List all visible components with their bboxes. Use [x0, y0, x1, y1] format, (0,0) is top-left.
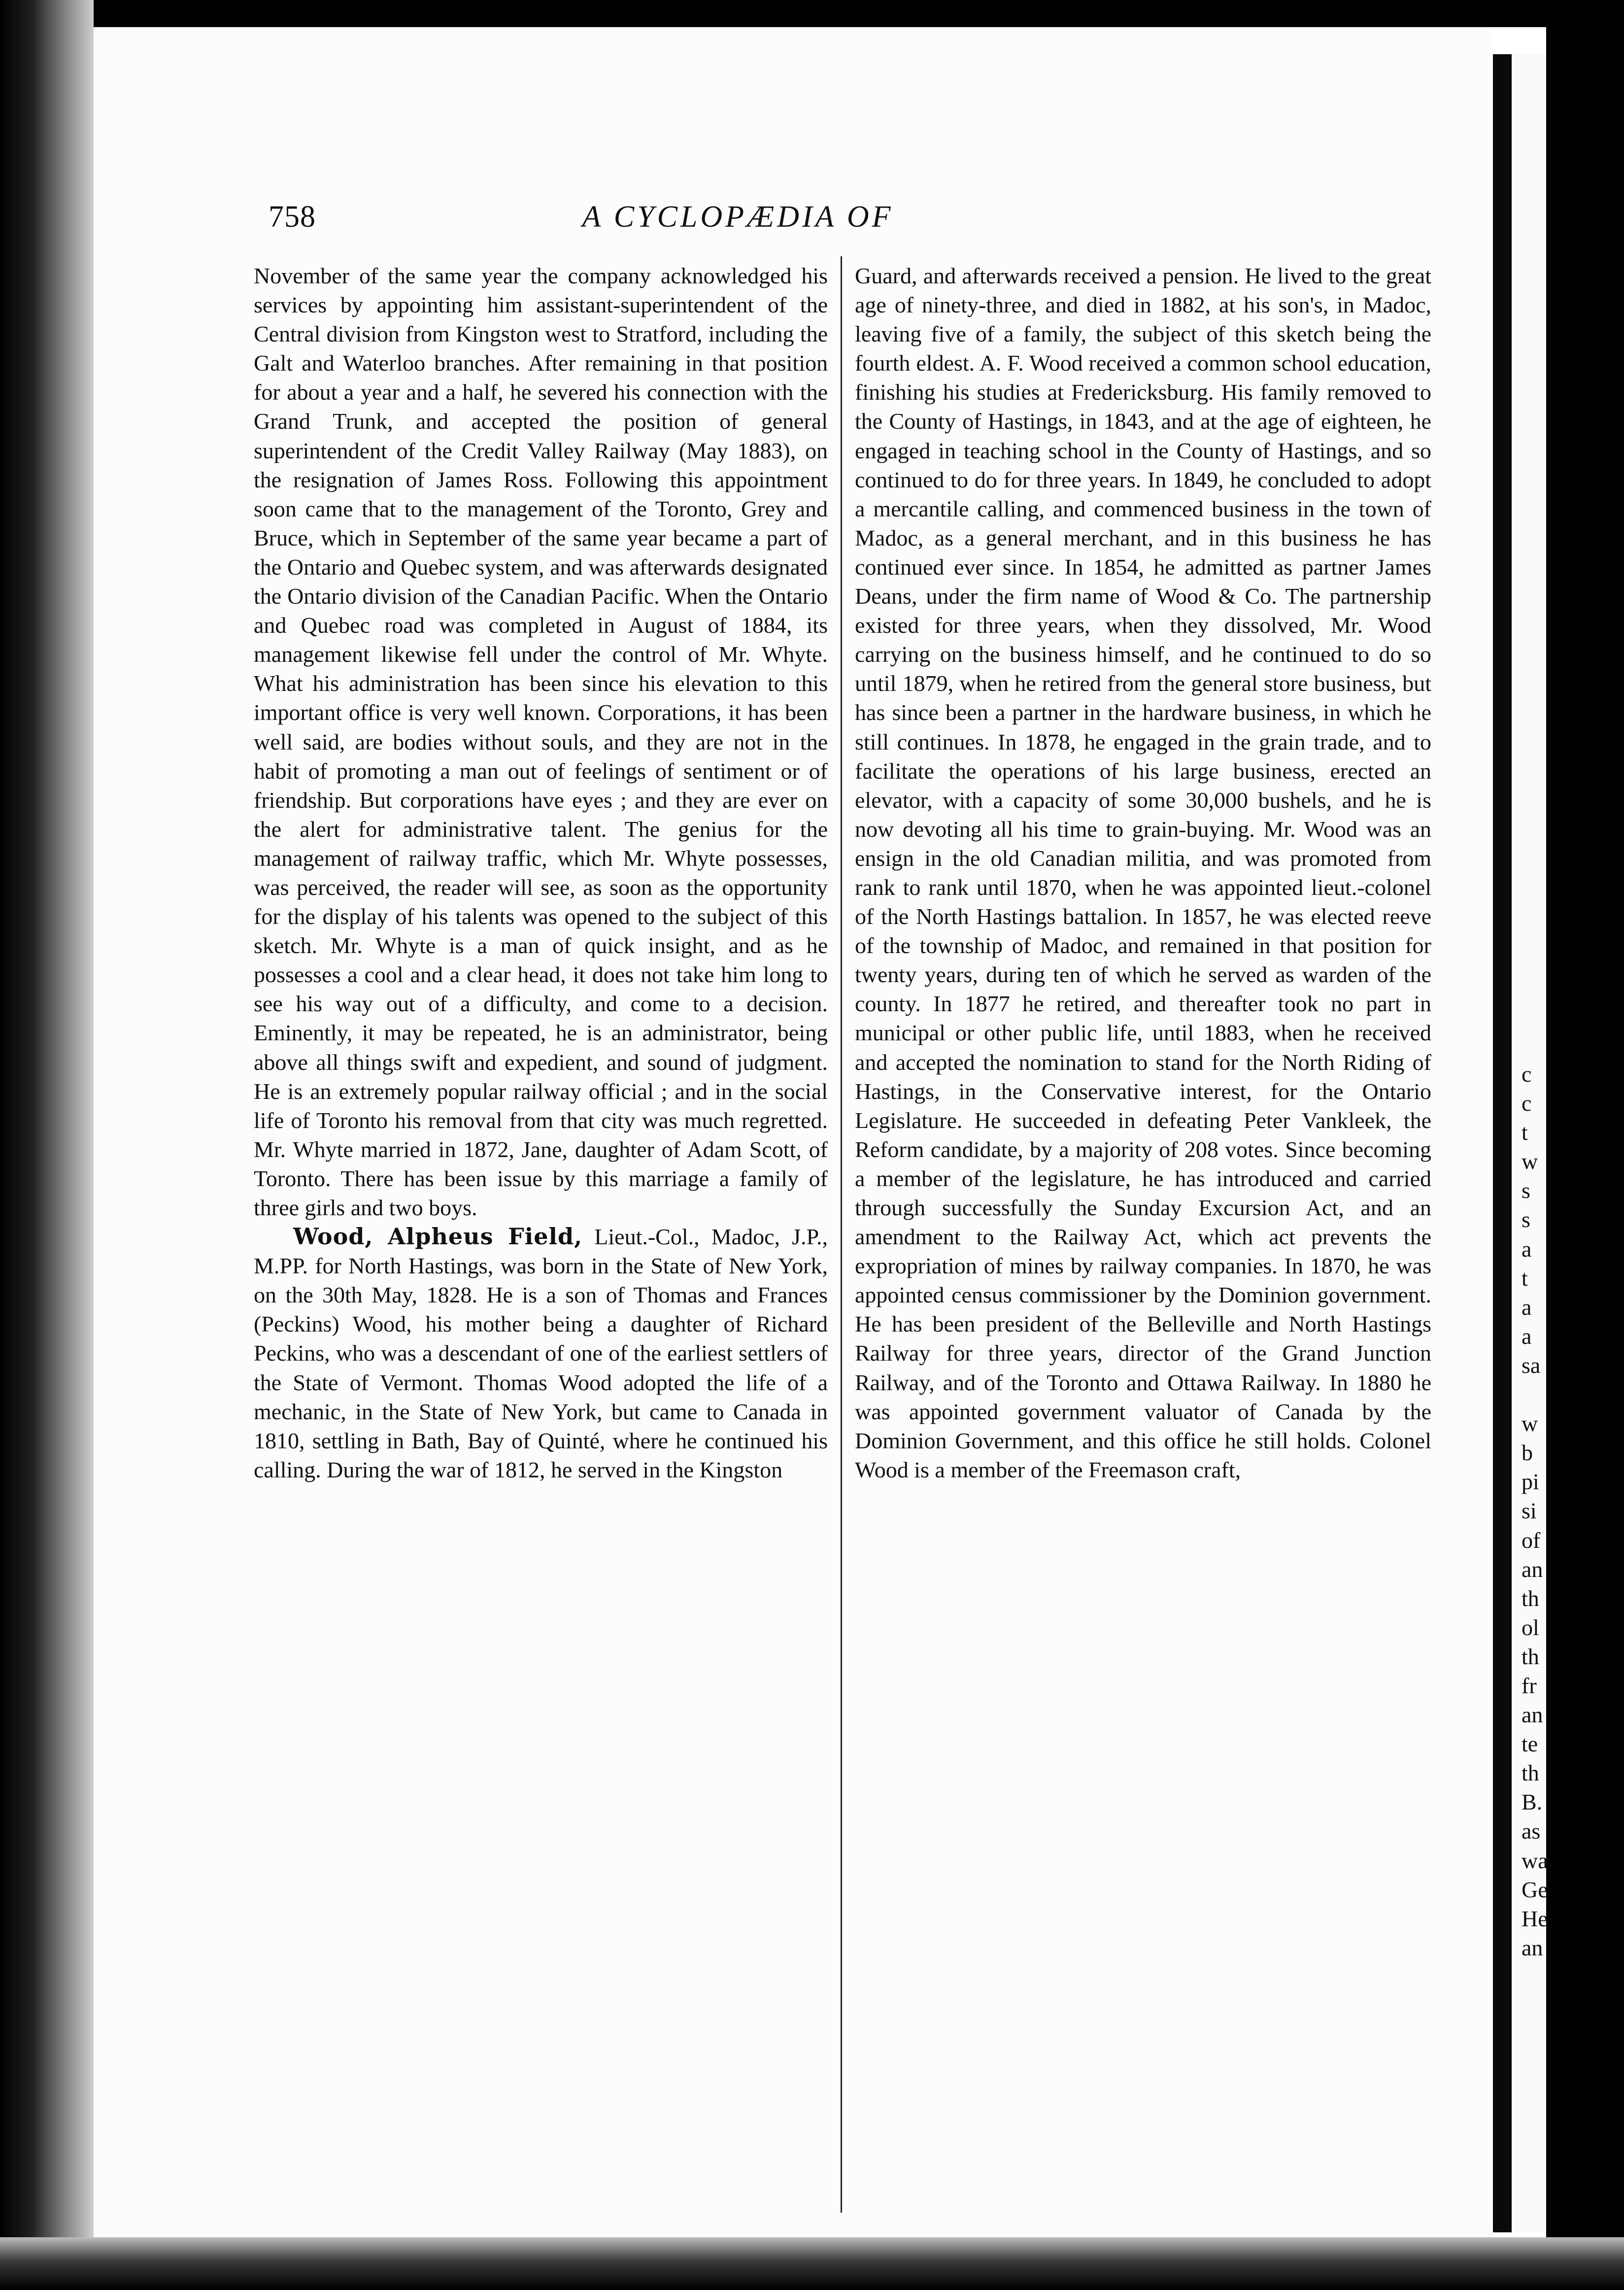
wood-continuation-paragraph: Guard, and afterwards received a pension. He lived to the great age of ninety-three, and died in 1882, at his son's, in Madoc, leaving five of a family, the subject of this sketch being the fourth eldest. A. F. Wood received a common school education, finishing his studies at Fredericksburg. His family removed to the County of Hastings, in 1843, and at the age of eighteen, he engaged in teaching school in the County of Hastings, and so continued to do for three years. In 1849, he concluded to adopt a mercantile calling, and commenced business in the town of Madoc, as a general merchant, and in this business he has continued ever since. In 1854, he admitted as partner James Deans, under the firm name of Wood & Co. The partnership existed for three years, when they dissolved, Mr. Wood carrying on the business himself, and he continued to do so until 1879, when he retired from the general store business, but has since been a partner in the hardware business, in which he still continues. In 1878, he engaged in the grain trade, and to facilitate the operations of his large business, erected an elevator, with a capacity of some 30,000 bushels, and he is now devoting all his time to grain-buying. Mr. Wood was an ensign in the old Canadian militia, and was promoted from rank to rank until 1870, when he was appointed lieut.-colonel of the North Hastings battalion. In 1857, he was elected reeve of the township of Madoc, and remained in that position for twenty years, during ten of which he served as warden of the county. In 1877 he retired, and thereafter took no part in municipal or other public life, until 1883, when he received and accepted the nomination to stand for the North Riding of Hastings, in the Conservative interest, for the Ontario Legislature. He succeeded in defeating Peter Vankleek, the Reform candidate, by a majority of 208 votes. Since becoming a member of the legislature, he has introduced and carried through successfully the Sunday Excursion Act, and an amendment to the Railway Act, which act prevents the expropriation of mines by railway companies. In 1870, he was appointed census commissioner by the Dominion government. He has been president of the Belleville and North Hastings Railway for three years, director of the Grand Junction Railway, and of the Toronto and Ottawa Railway. In 1880 he was appointed government valuator of Canada by the Dominion Government, and this office he still holds. Colonel Wood is a member of the Freemason craft,	[855, 263, 1431, 1482]
adjacent-fragment: an	[1522, 1556, 1543, 1582]
adjacent-fragment: an	[1522, 1935, 1543, 1960]
adjacent-gap	[1522, 1380, 1551, 1409]
running-title: A CYCLOPÆDIA OF	[582, 200, 894, 234]
left-column	[254, 261, 828, 1484]
adjacent-fragment: t	[1522, 1120, 1528, 1145]
right-column	[855, 261, 1431, 1484]
scan-left-border	[0, 0, 94, 2290]
adjacent-fragment: c	[1522, 1061, 1532, 1087]
adjacent-fragment: as	[1522, 1818, 1541, 1844]
adjacent-fragment: He	[1522, 1906, 1548, 1931]
adjacent-fragment: wa	[1522, 1847, 1548, 1873]
adjacent-fragment: te	[1522, 1731, 1538, 1757]
entry-name: Wood, Alpheus Field,	[293, 1223, 583, 1250]
adjacent-page-strip	[1522, 1060, 1551, 1962]
running-head	[269, 200, 1030, 239]
scan-bottom-border	[0, 2237, 1624, 2290]
adjacent-fragment: a	[1522, 1236, 1532, 1262]
adjacent-fragment: th	[1522, 1585, 1539, 1611]
adjacent-fragment: sa	[1522, 1352, 1541, 1378]
adjacent-fragment: b	[1522, 1440, 1533, 1466]
wood-entry	[254, 1222, 828, 1484]
adjacent-fragment: s	[1522, 1178, 1530, 1203]
page-number: 758	[269, 200, 316, 234]
adjacent-fragment: w	[1522, 1411, 1538, 1436]
adjacent-fragment: c	[1522, 1091, 1532, 1116]
adjacent-fragment: fr	[1522, 1673, 1537, 1698]
adjacent-fragment: a	[1522, 1323, 1532, 1349]
adjacent-fragment: pi	[1522, 1469, 1539, 1495]
adjacent-fragment: th	[1522, 1760, 1539, 1786]
adjacent-fragment: of	[1522, 1527, 1541, 1553]
scan-right-border	[1546, 0, 1624, 2290]
page-gutter	[1493, 54, 1512, 2232]
adjacent-fragment: th	[1522, 1643, 1539, 1669]
adjacent-fragment: Ge	[1522, 1877, 1548, 1902]
whyte-paragraph: November of the same year the company acknowledged his services by appointing him assistant-superintendent of the Central division from Kingston west to Stratford, including the Galt and Waterloo branches. After remaining in that position for about a year and a half, he severed his connection with the Grand Trunk, and accepted the position of general superintendent of the Credit Valley Railway (May 1883), on the resignation of James Ross. Following this appointment soon came that to the management of the Toronto, Grey and Bruce, which in September of the same year became a part of the Ontario and Quebec system, and was afterwards designated the Ontario division of the Canadian Pacific. When the Ontario and Quebec road was completed in August of 1884, its management likewise fell under the control of Mr. Whyte. What his administration has been since his elevation to this important office is very well known. Corporations, it has been well said, are bodies without souls, and they are not in the habit of promoting a man out of feelings of sentiment or of friendship. But corporations have eyes ; and they are ever on the alert for administrative talent. The genius for the management of railway traffic, which Mr. Whyte possesses, was perceived, the reader will see, as soon as the opportunity for the display of his talents was opened to the subject of this sketch. Mr. Whyte is a man of quick insight, and as he possesses a cool and a clear head, it does not take him long to see his way out of a difficulty, and come to a decision. Eminently, it may be repeated, he is an administrator, being above all things swift and expedient, and sound of judgment. He is an extremely popular railway official ; and in the social life of Toronto his removal from that city was much regretted. Mr. Whyte married in 1872, Jane, daughter of Adam Scott, of Toronto. There has been issue by this marriage a family of three girls and two boys.	[254, 263, 828, 1220]
adjacent-fragment: an	[1522, 1702, 1543, 1728]
column-rule	[841, 256, 842, 2213]
entry-text: Lieut.-Col., Madoc, J.P., M.PP. for North Hastings, was born in the State of New York, on the 30th May, 1828. He is a son of Thomas and Frances (Peckins) Wood, his mother being a daughter of Richard Peckins, who was a descendant of one of the earliest settlers of the State of Vermont. Thomas Wood adopted the life of a mechanic, in the State of New York, but came to Canada in 1810, settling in Bath, Bay of Quinté, where he continued his calling. During the war of 1812, he served in the Kingston	[254, 1224, 828, 1482]
adjacent-fragment: B.	[1522, 1789, 1543, 1815]
adjacent-fragment: a	[1522, 1294, 1532, 1320]
adjacent-fragment: t	[1522, 1265, 1528, 1291]
adjacent-fragment: s	[1522, 1207, 1530, 1232]
scan-top-border	[0, 0, 1624, 27]
adjacent-fragment: si	[1522, 1498, 1537, 1524]
adjacent-fragment: w	[1522, 1149, 1538, 1174]
adjacent-fragment: ol	[1522, 1614, 1539, 1640]
